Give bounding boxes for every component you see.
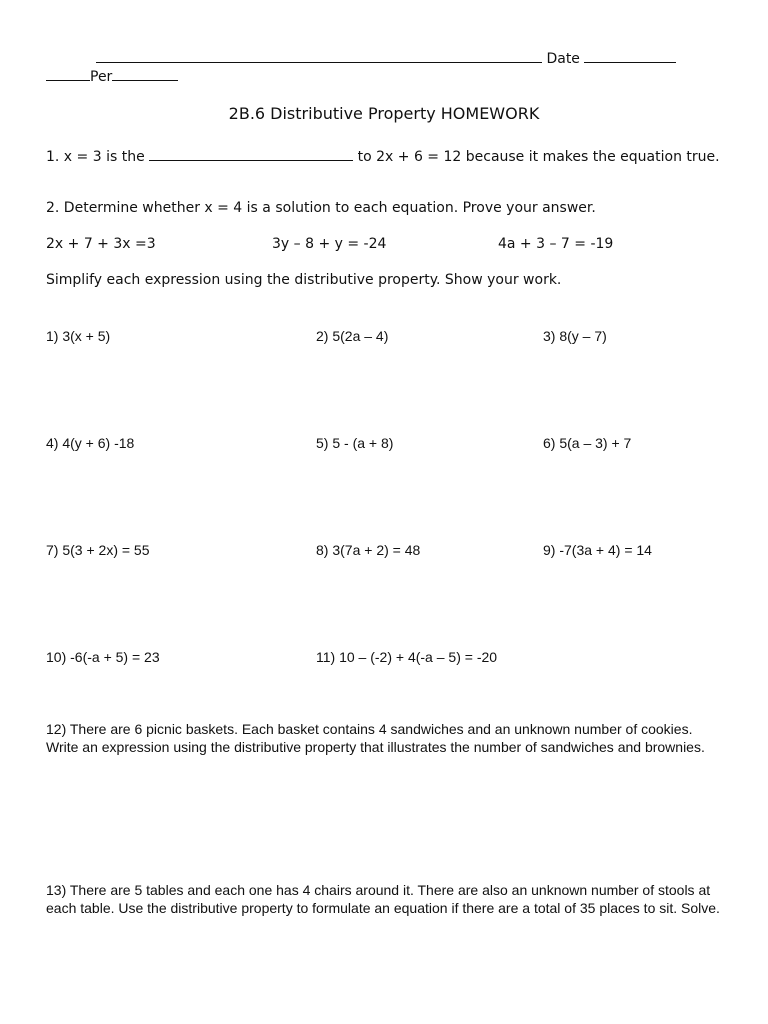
question-1-before: 1. x = 3 is the [46,149,145,165]
question-1-after: to 2x + 6 = 12 because it makes the equation true. [357,149,720,165]
per-label: Per [90,69,113,85]
name-line [96,48,676,67]
problem-3: 3) 8(y – 7) [543,328,607,344]
period-line [46,66,178,85]
problem-7: 7) 5(3 + 2x) = 55 [46,542,150,558]
name-blank [96,48,542,63]
question-1-blank [149,146,353,161]
word-problem-13: 13) There are 5 tables and each one has 4 chairs around it. There are also an unknown number of stools at each table. Use the distributive property to formulate an equation if there are a total of 35 places to sit. Solve. [46,882,720,916]
date-label: Date [546,51,580,67]
equation-1: 2x + 7 + 3x =3 [46,236,156,252]
per-blank [112,66,178,81]
question-2-prompt: 2. Determine whether x = 4 is a solution to each equation. Prove your answer. [46,200,596,216]
period-prefix-blank [46,66,90,81]
problem-1: 1) 3(x + 5) [46,328,111,344]
problem-6: 6) 5(a – 3) + 7 [543,435,632,451]
problem-11: 11) 10 – (-2) + 4(-a – 5) = -20 [316,649,498,665]
problem-5: 5) 5 - (a + 8) [316,435,394,451]
problem-8: 8) 3(7a + 2) = 48 [316,542,421,558]
question-1 [46,146,736,166]
word-problem-12: 12) There are 6 picnic baskets. Each basket contains 4 sandwiches and an unknown number of cookies. Write an expression using the distributive property that illustrates the number of sandwiches and brownies. [46,721,705,755]
equation-2: 3y – 8 + y = -24 [272,236,387,252]
problem-2: 2) 5(2a – 4) [316,328,389,344]
date-blank [584,48,676,63]
page-title: 2B.6 Distributive Property HOMEWORK [228,104,540,123]
simplify-instruction: Simplify each expression using the distributive property. Show your work. [46,272,562,288]
problem-9: 9) -7(3a + 4) = 14 [543,542,652,558]
problem-10: 10) -6(-a + 5) = 23 [46,649,160,665]
equation-3: 4a + 3 – 7 = -19 [498,236,614,252]
problem-4: 4) 4(y + 6) -18 [46,435,135,451]
